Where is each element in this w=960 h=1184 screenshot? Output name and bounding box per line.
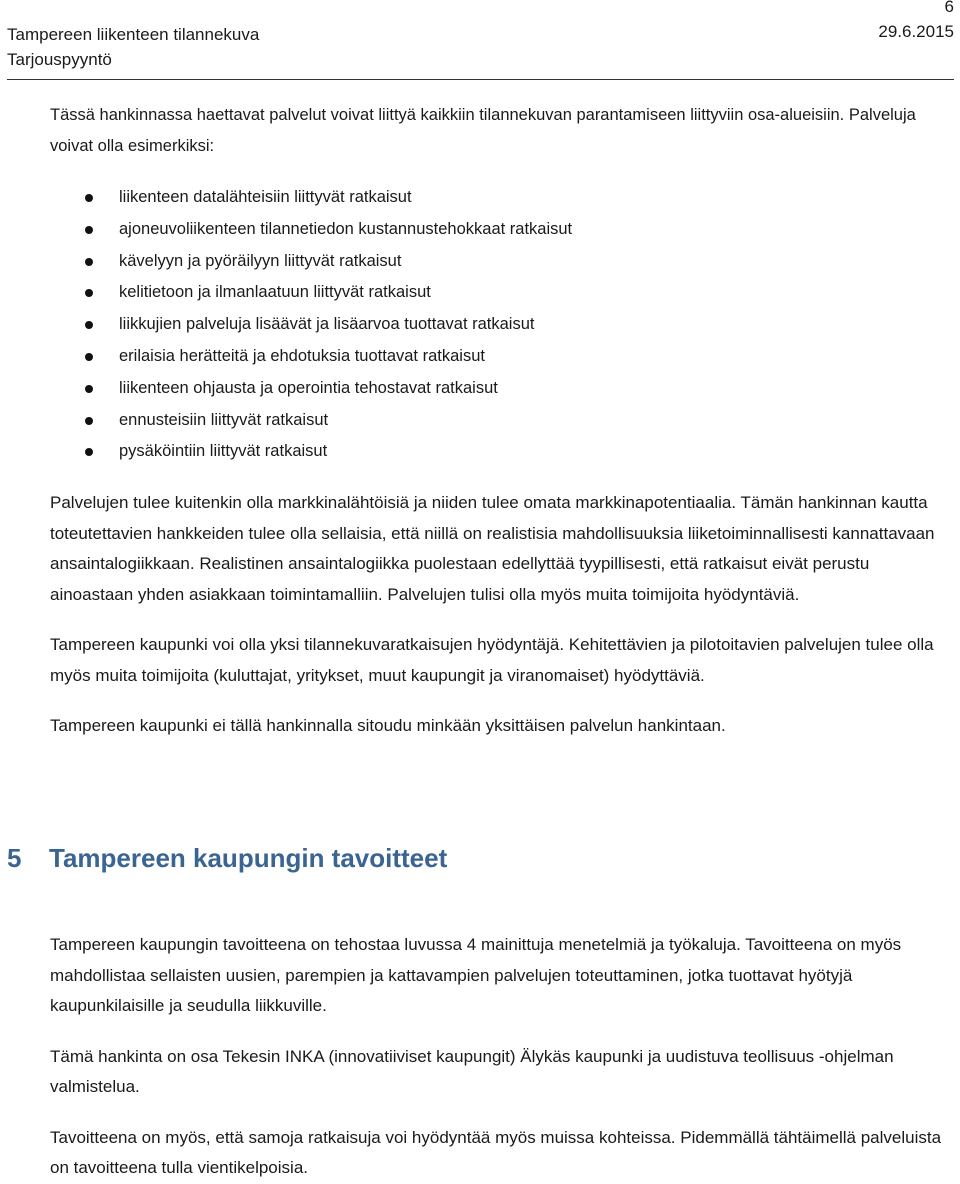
document-subtitle: Tarjouspyyntö xyxy=(7,50,112,69)
intro-paragraph: Tässä hankinnassa haettavat palvelut voivat liittyä kaikkiin tilannekuvan parantamiseen liittyviin osa-alueisiin. Palveluja voivat olla esimerkiksi: xyxy=(50,106,916,155)
section-paragraph-inka: Tämä hankinta on osa Tekesin INKA (innovatiiviset kaupungit) Älykäs kaupunki ja uudistuva teollisuus -ohjelman valmistelua. xyxy=(50,1046,894,1096)
list-item xyxy=(50,405,945,437)
section-content xyxy=(50,930,945,1184)
list-item-text: kävelyyn ja pyöräilyyn liittyvät ratkaisut xyxy=(119,251,402,270)
list-item xyxy=(50,373,945,405)
section-paragraph-export: Tavoitteena on myös, että samoja ratkaisuja voi hyödyntää myös muissa kohteissa. Pidemmällä tähtäimellä palveluista on tavoitteena tulla vientikelpoisia. xyxy=(50,1127,942,1177)
document-date: 29.6.2015 xyxy=(878,22,954,41)
list-item xyxy=(50,214,945,246)
list-item-text: ennusteisiin liittyvät ratkaisut xyxy=(119,410,329,429)
bullet-icon xyxy=(85,226,93,234)
bullet-icon xyxy=(85,258,93,266)
document-title: Tampereen liikenteen tilannekuva xyxy=(7,25,260,44)
list-item-text: liikenteen ohjausta ja operointia tehostavat ratkaisut xyxy=(119,378,498,397)
list-item-text: liikenteen datalähteisiin liittyvät ratkaisut xyxy=(119,188,412,206)
bullet-icon xyxy=(85,353,93,361)
section-heading xyxy=(7,843,447,874)
section-number: 5 xyxy=(7,843,22,873)
list-item xyxy=(50,277,945,309)
bullet-icon xyxy=(85,194,93,202)
bullet-list xyxy=(50,182,945,468)
list-item xyxy=(50,182,945,214)
section-title: Tampereen kaupungin tavoitteet xyxy=(49,843,448,873)
bullet-icon xyxy=(85,448,93,456)
list-item-text: erilaisia herätteitä ja ehdotuksia tuottavat ratkaisut xyxy=(119,346,485,365)
list-item xyxy=(50,341,945,373)
list-item-text: ajoneuvoliikenteen tilannetiedon kustannustehokkaat ratkaisut xyxy=(119,219,573,238)
bullet-icon xyxy=(85,385,93,393)
list-item-text: pysäköintiin liittyvät ratkaisut xyxy=(119,442,328,461)
body-paragraph-city-user: Tampereen kaupunki voi olla yksi tilannekuvaratkaisujen hyödyntäjä. Kehitettävien ja pilotoitavien palvelujen tulee olla myös muita toimijoita (kuluttajat, yritykset, muut kaupungit ja viranomaiset) hyödyttäviä. xyxy=(50,635,934,685)
list-item-text: kelitietoon ja ilmanlaatuun liittyvät ratkaisut xyxy=(119,283,431,302)
body-paragraph-no-commitment: Tampereen kaupunki ei tällä hankinnalla sitoudu minkään yksittäisen palvelun hankintaan. xyxy=(50,716,726,736)
bullet-icon xyxy=(85,321,93,329)
page-number: 6 xyxy=(944,0,954,16)
list-item xyxy=(50,309,945,341)
section-paragraph-goals: Tampereen kaupungin tavoitteena on tehostaa luvussa 4 mainittuja menetelmiä ja työkaluja. Tavoitteena on myös mahdollistaa sellaisten uusien, parempien ja kattavampien palvelujen toteuttaminen, jotka tuottavat hyötyjä kaupunkilaisille ja seudulla liikkuville. xyxy=(50,935,902,1015)
body-paragraph-market: Palvelujen tulee kuitenkin olla markkinalähtöisiä ja niiden tulee omata markkinapotentiaalia. Tämän hankinnan kautta toteutettavien hankkeiden tulee olla sellaisia, että niillä on realistisia mahdollisuuksia liiketoiminnallisesti kannattavaan ansaintalogiikkaan. Realistinen ansaintalogiikka puolestaan edellyttää tyypillisesti, että ratkaisut eivät perustu ainoastaan yhden asiakkaan toimintamalliin. Palvelujen tulisi olla myös muita toimijoita hyödyntäviä. xyxy=(50,493,935,604)
list-item-text: liikkujien palveluja lisäävät ja lisäarvoa tuottavat ratkaisut xyxy=(119,315,535,334)
bullet-icon xyxy=(85,289,93,297)
document-header xyxy=(7,22,259,72)
bullet-icon xyxy=(85,417,93,425)
list-item xyxy=(50,246,945,278)
main-content xyxy=(50,100,945,742)
list-item xyxy=(50,436,945,468)
header-divider xyxy=(7,79,954,80)
